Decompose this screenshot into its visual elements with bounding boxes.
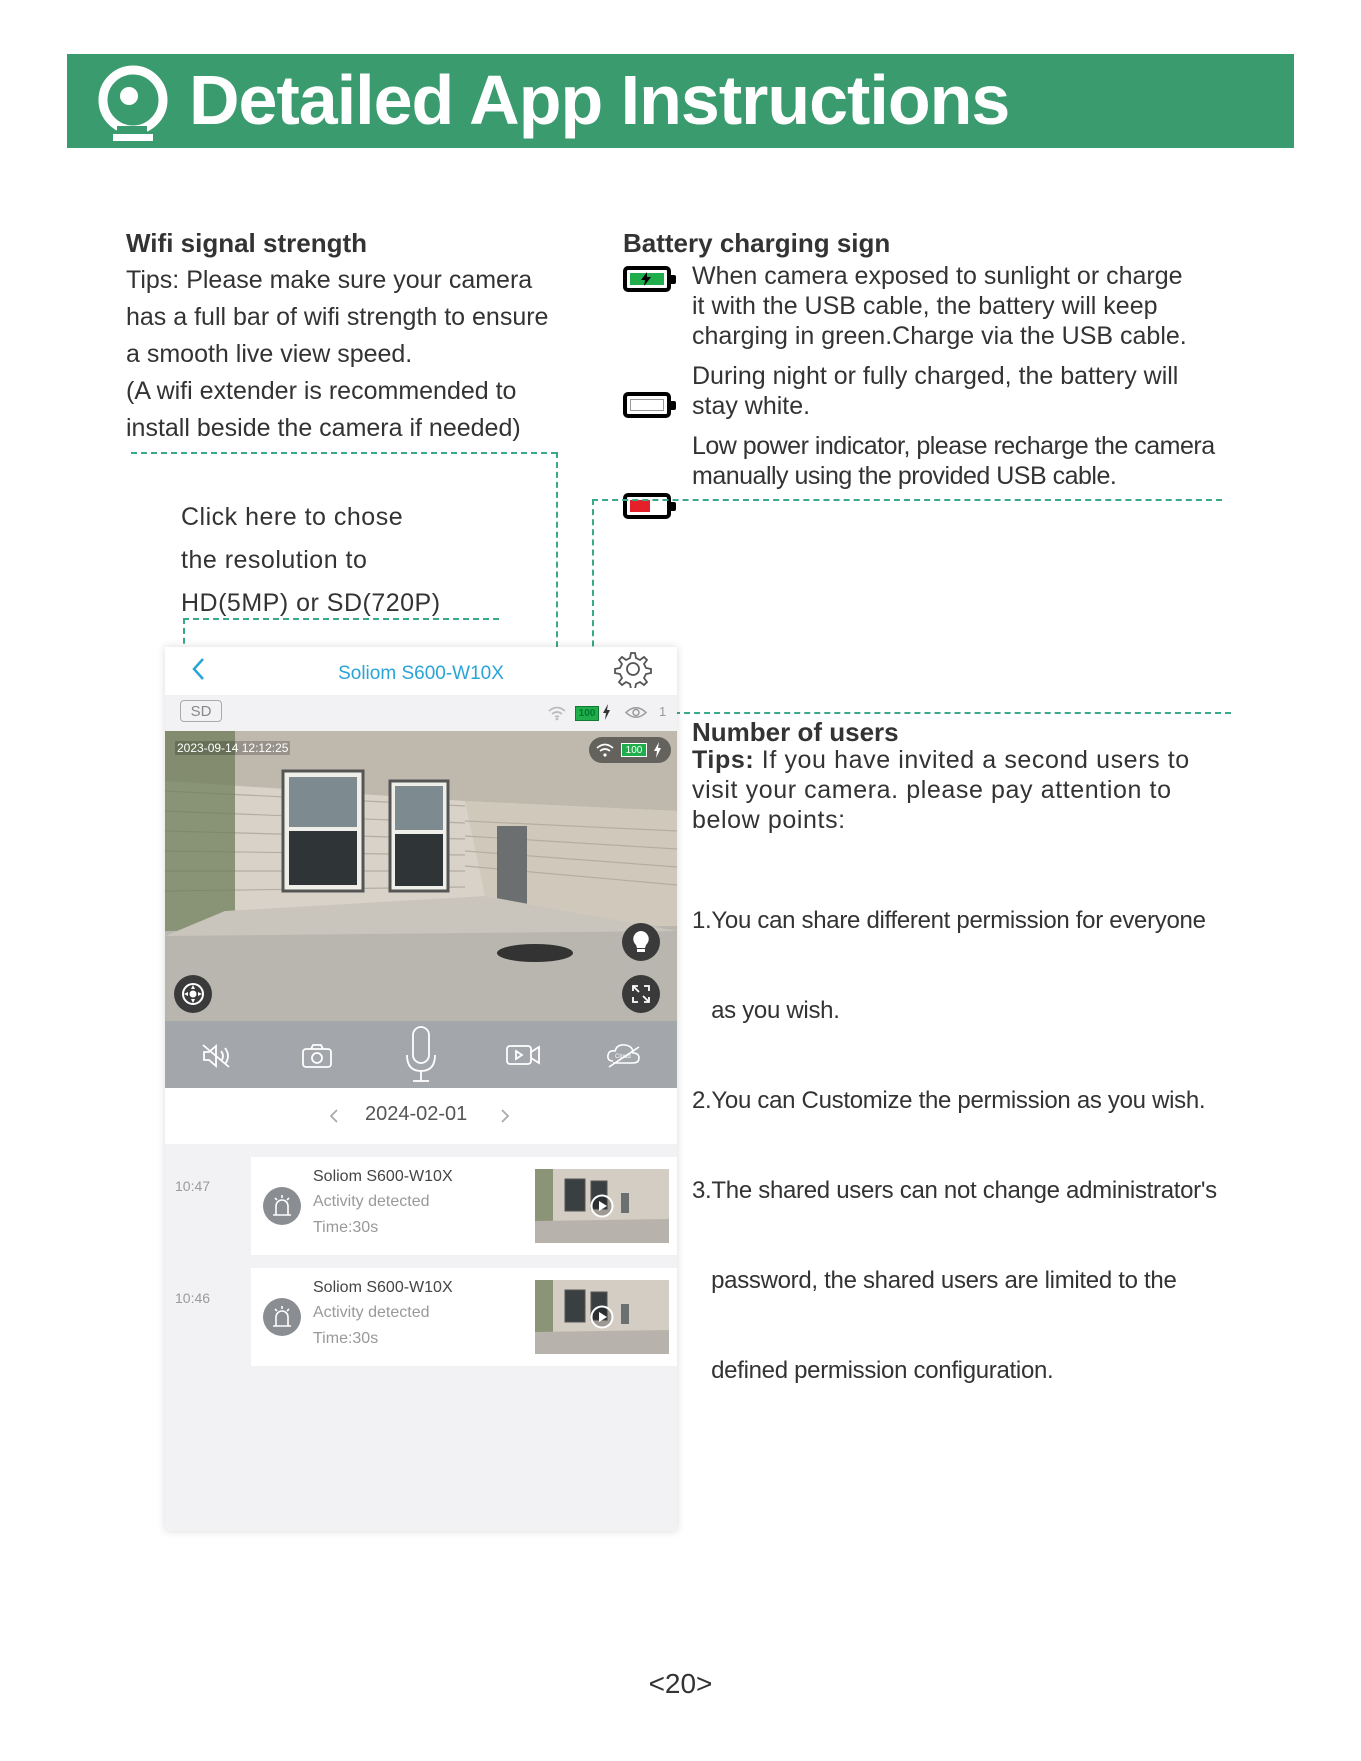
current-date: 2024-02-01: [365, 1103, 468, 1125]
lightning-icon: [640, 272, 652, 286]
battery-line: When camera exposed to sunlight or charge: [692, 262, 1183, 290]
event-duration: Time:30s: [313, 1330, 379, 1347]
event-duration: Time:30s: [313, 1219, 379, 1236]
point-line: password, the shared users are limited to the: [692, 1267, 1177, 1294]
direction-pad-icon: [181, 982, 205, 1006]
users-section-title: Number of users: [692, 717, 899, 747]
tips-label: Tips:: [692, 746, 755, 774]
wifi-section-title: Wifi signal strength: [126, 228, 367, 258]
wifi-section-text: [126, 262, 548, 447]
event-card[interactable]: [251, 1268, 677, 1366]
users-tips-line: [692, 745, 1190, 775]
eye-icon: [625, 706, 647, 719]
event-device: Soliom S600-W10X: [313, 1168, 453, 1185]
fullscreen-button[interactable]: [622, 975, 660, 1013]
wifi-line: (A wifi extender is recommended to: [126, 377, 517, 405]
users-tips-line: visit your camera. please pay attention to: [692, 776, 1172, 804]
page-number: <20>: [648, 1668, 713, 1699]
callout-line: the resolution to: [181, 546, 368, 574]
cloud-icon[interactable]: [605, 1041, 643, 1071]
point-line: 3.The shared users can not change administrator's: [692, 1177, 1217, 1204]
wifi-icon: [547, 705, 567, 721]
charging-icon: [602, 704, 611, 720]
event-thumbnail[interactable]: [535, 1280, 669, 1354]
alarm-icon: [263, 1187, 301, 1225]
battery-line: During night or fully charged, the battery will: [692, 362, 1179, 390]
wifi-icon: [595, 742, 615, 758]
camera-battery-badge: 100: [621, 743, 647, 757]
event-time: 10:46: [175, 1290, 211, 1306]
wifi-connector-line: [131, 452, 557, 454]
page-header: [67, 54, 1294, 148]
video-record-icon[interactable]: [505, 1043, 541, 1067]
battery-green-text: [692, 261, 1187, 351]
play-icon: [590, 1194, 614, 1218]
users-connector-line: [664, 712, 1231, 714]
point-line: 1.You can share different permission for everyone: [692, 907, 1206, 934]
resolution-toggle-button[interactable]: SD: [180, 700, 222, 722]
camera-status-overlay: [589, 737, 671, 763]
users-tips-line: below points:: [692, 806, 846, 834]
event-device: Soliom S600-W10X: [313, 1279, 453, 1296]
event-status: Activity detected: [313, 1304, 430, 1321]
point-line: 2.You can Customize the permission as you wish.: [692, 1087, 1206, 1114]
battery-line: stay white.: [692, 392, 811, 420]
battery-line: it with the USB cable, the battery will keep: [692, 292, 1158, 320]
next-date-icon[interactable]: [500, 1108, 510, 1124]
battery-white-text: [692, 361, 1178, 421]
battery-status-badge: 100: [575, 706, 599, 721]
event-time: 10:47: [175, 1178, 211, 1194]
wifi-line: Tips: Please make sure your camera: [126, 266, 533, 294]
resolution-callout: [181, 496, 441, 625]
event-status: Activity detected: [313, 1193, 430, 1210]
camera-icon[interactable]: [301, 1043, 333, 1069]
microphone-icon[interactable]: [403, 1025, 439, 1085]
point-line: as you wish.: [692, 997, 840, 1024]
battery-section-title: Battery charging sign: [623, 228, 891, 258]
viewer-count: 1: [659, 704, 667, 719]
app-status-bar: [165, 695, 677, 731]
battery-charging-icon: [623, 266, 671, 292]
fullscreen-icon: [631, 984, 651, 1004]
camera-timestamp: 2023-09-14 12:12:25: [177, 741, 289, 755]
prev-date-icon[interactable]: [329, 1108, 339, 1124]
svg-text:Cloud: Cloud: [615, 1054, 631, 1060]
event-thumbnail[interactable]: [535, 1169, 669, 1243]
mute-icon[interactable]: [201, 1043, 233, 1069]
users-points: [692, 846, 1217, 1416]
control-bar: [165, 1021, 677, 1088]
tips-text: If you have invited a second users to: [754, 746, 1190, 774]
light-button[interactable]: [622, 923, 660, 961]
callout-line: Click here to chose: [181, 503, 404, 531]
alarm-icon: [263, 1298, 301, 1336]
ptz-control-button[interactable]: [174, 975, 212, 1013]
play-icon: [590, 1305, 614, 1329]
point-line: defined permission configuration.: [692, 1357, 1054, 1384]
live-view[interactable]: [165, 731, 677, 1021]
battery-red-text: [692, 431, 1215, 491]
app-screenshot: [165, 647, 677, 1531]
gear-icon[interactable]: [614, 650, 652, 688]
battery-low-icon: [623, 493, 671, 519]
callout-line: HD(5MP) or SD(720P): [181, 589, 441, 617]
page-title: Detailed App Instructions: [189, 61, 1010, 139]
charging-icon: [653, 742, 662, 758]
battery-full-icon: [623, 392, 671, 418]
app-top-bar: [165, 647, 677, 695]
battery-line: manually using the provided USB cable.: [692, 462, 1117, 490]
device-name-title: Soliom S600-W10X: [338, 663, 504, 684]
event-card[interactable]: [251, 1157, 677, 1255]
camera-logo-icon: [97, 64, 175, 144]
wifi-line: a smooth live view speed.: [126, 340, 413, 368]
wifi-line: has a full bar of wifi strength to ensure: [126, 303, 549, 331]
camera-feed-image: [165, 731, 677, 1021]
battery-line: Low power indicator, please recharge the camera: [692, 432, 1215, 460]
lightbulb-icon: [631, 930, 651, 954]
users-tips: [692, 745, 1190, 835]
battery-connector-line: [592, 499, 1222, 501]
wifi-line: install beside the camera if needed): [126, 414, 521, 442]
battery-line: charging in green.Charge via the USB cable.: [692, 322, 1187, 350]
date-selector: [165, 1088, 677, 1144]
